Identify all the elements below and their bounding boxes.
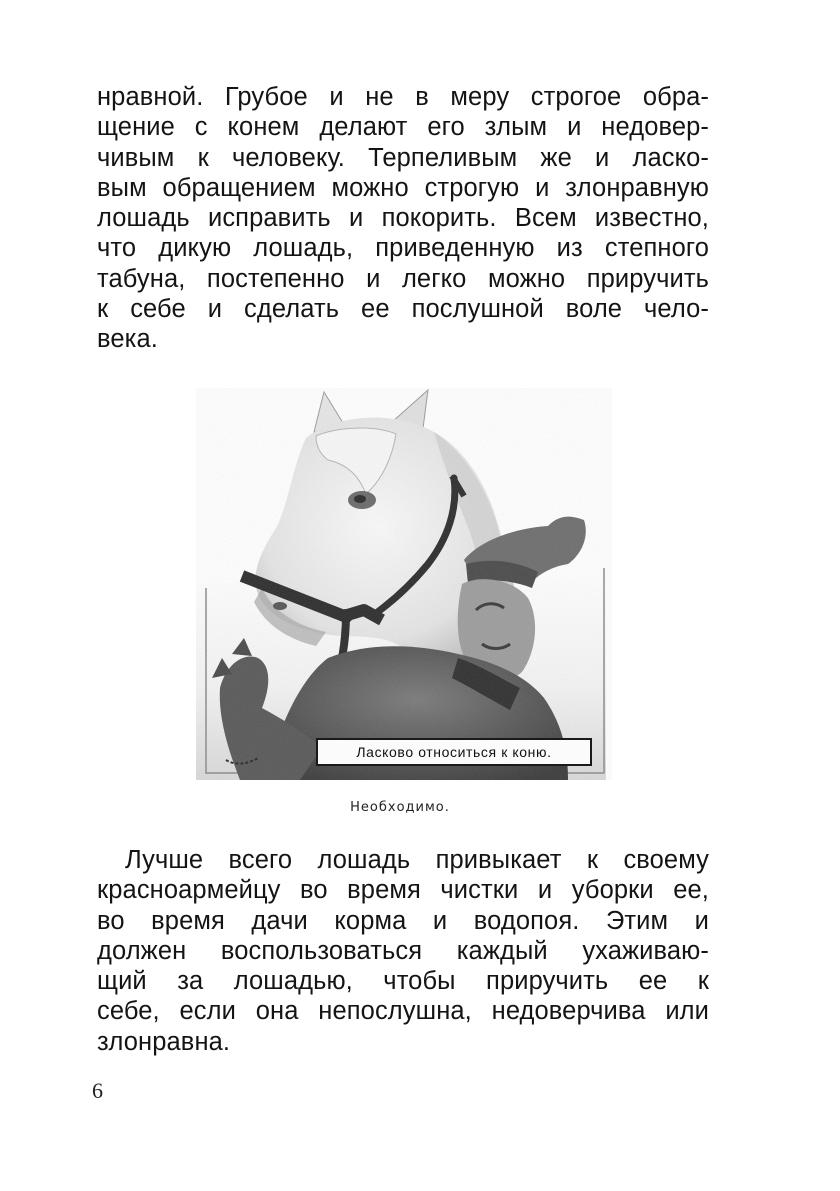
- photo-caption: Необходимо.: [350, 800, 450, 815]
- text-line: века.: [97, 325, 158, 354]
- text-line: Лучше всего лошадь привыкает к своему: [125, 846, 709, 874]
- text-line: во время дачи корма и водопоя. Этим и: [97, 906, 709, 935]
- text-line: вым обращением можно строгую и злонравную: [97, 173, 709, 202]
- text-line: что дикую лошадь, приведенную из степного: [97, 234, 709, 263]
- page-number: 6: [92, 1078, 103, 1103]
- text-line: чивым к человеку. Терпеливым же и ласко-: [97, 143, 709, 172]
- horse-photo-illustration: [196, 388, 612, 780]
- text-line: табуна, постепенно и легко можно приручить: [97, 264, 709, 293]
- text-line: щение с конем делают его злым и недовер-: [97, 113, 709, 142]
- bottom-paragraph: [97, 845, 709, 1057]
- top-paragraph: [97, 82, 709, 355]
- text-line: должен воспользоваться каждый ухаживаю-: [97, 936, 709, 965]
- text-line: щий за лошадью, чтобы приручить ее к: [97, 967, 709, 996]
- text-line: к себе и сделать ее послушной воле чело-: [97, 295, 709, 324]
- text-line: нравной. Грубое и не в меру строгое обра-: [97, 83, 709, 111]
- photo-inset-label: Ласково относиться к коню.: [316, 738, 592, 766]
- text-line: красноармейцу во время чистки и уборки ее,: [97, 876, 709, 905]
- text-line: злонравна.: [97, 1027, 231, 1056]
- text-line: себе, если она непослушна, недоверчива или: [97, 997, 709, 1026]
- horse-photo: [196, 388, 612, 780]
- text-line: лошадь исправить и покорить. Всем известно,: [97, 204, 709, 233]
